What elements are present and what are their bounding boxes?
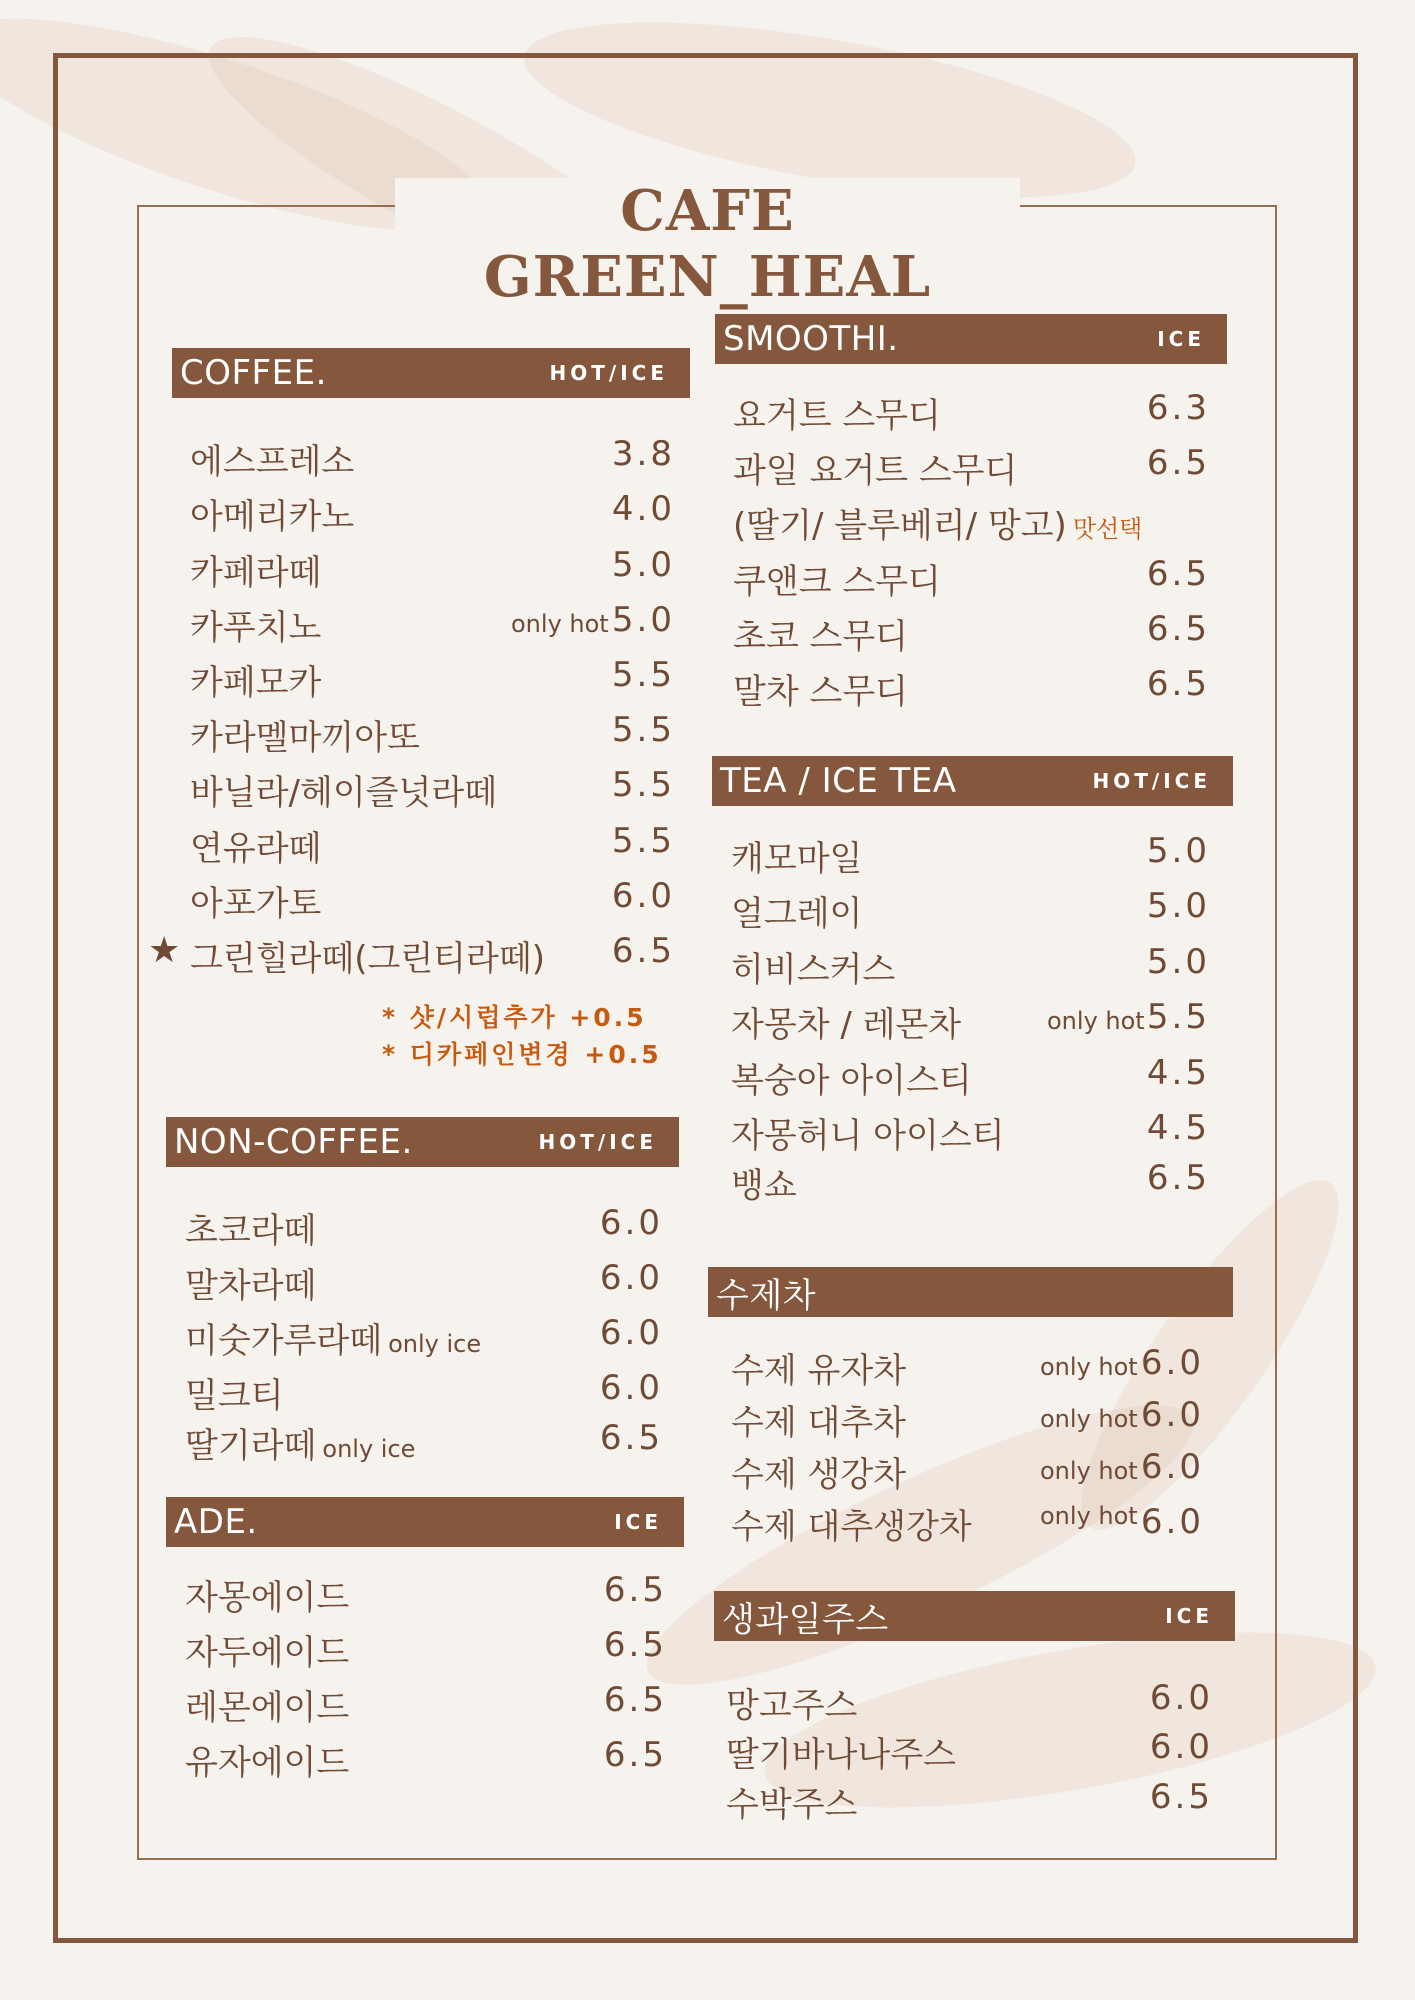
- menu-item: 레몬에이드: [185, 1688, 350, 1728]
- menu-item: 망고주스: [726, 1686, 858, 1726]
- menu-item: 수제 대추생강차: [731, 1507, 972, 1547]
- menu-price: 5.5: [1146, 997, 1210, 1037]
- tea-header: [712, 756, 1233, 806]
- menu-note: only ice: [322, 1435, 416, 1463]
- menu-item: 카페라떼: [190, 553, 322, 593]
- menu-item: 카페모카: [190, 663, 322, 703]
- menu-item-name: 미숫가루라떼: [185, 1321, 383, 1361]
- menu-price: 6.0: [1140, 1395, 1204, 1435]
- menu-item: 수박주스: [726, 1785, 858, 1825]
- menu-item: 말차 스무디: [733, 672, 909, 712]
- menu-price: 5.5: [611, 655, 675, 695]
- menu-item: 유자에이드: [185, 1743, 350, 1783]
- menu-item: 에스프레소: [190, 442, 355, 482]
- menu-item: 바닐라/헤이즐넛라떼: [190, 773, 498, 813]
- star-icon: ★: [148, 930, 181, 971]
- menu-item: [185, 1418, 415, 1467]
- menu-price: 6.5: [1146, 609, 1210, 649]
- smoothie-title: SMOOTHI.: [723, 319, 899, 359]
- coffee-section: [172, 348, 690, 398]
- handmade-header: [708, 1267, 1233, 1317]
- menu-note: only hot: [1040, 1502, 1138, 1530]
- coffee-header: [172, 348, 690, 398]
- menu-price: 6.0: [599, 1313, 663, 1353]
- menu-price: 4.0: [611, 489, 675, 529]
- menu-note: only hot: [1040, 1405, 1138, 1433]
- noncoffee-header: [166, 1117, 679, 1167]
- menu-item: 자두에이드: [185, 1633, 350, 1673]
- juice-header: [714, 1591, 1235, 1641]
- menu-price: 6.0: [599, 1258, 663, 1298]
- smoothie-section: [715, 314, 1227, 364]
- menu-price: 5.0: [611, 545, 675, 585]
- menu-item: 아포가토: [190, 884, 322, 924]
- menu-note: only hot: [1040, 1457, 1138, 1485]
- menu-item: [185, 1313, 481, 1362]
- menu-item: 밀크티: [185, 1376, 284, 1416]
- menu-price: 5.0: [1146, 942, 1210, 982]
- tea-section: [712, 756, 1233, 806]
- menu-price: 6.0: [599, 1368, 663, 1408]
- menu-item: 요거트 스무디: [733, 396, 941, 436]
- noncoffee-title: NON-COFFEE.: [174, 1122, 413, 1162]
- menu-item-name: 딸기라떼: [185, 1426, 317, 1466]
- menu-note: only hot: [511, 610, 609, 638]
- menu-item: 초코 스무디: [733, 617, 909, 657]
- menu-price: 5.0: [1146, 831, 1210, 871]
- menu-price: 3.8: [611, 434, 675, 474]
- menu-item: 딸기바나나주스: [726, 1735, 956, 1775]
- menu-price: 6.5: [603, 1625, 667, 1665]
- ade-header: [166, 1497, 684, 1547]
- tea-title: TEA / ICE TEA: [720, 761, 957, 801]
- menu-item: 수제 유자차: [731, 1351, 907, 1391]
- menu-price: 6.3: [1146, 388, 1210, 428]
- ade-tag: ICE: [614, 1510, 662, 1534]
- smoothie-header: [715, 314, 1227, 364]
- menu-item: 과일 요거트 스무디: [733, 451, 1018, 491]
- menu-price: 6.0: [599, 1203, 663, 1243]
- menu-price: 6.5: [603, 1570, 667, 1610]
- menu-price: 5.5: [611, 765, 675, 805]
- flavor-select-note: 맛선택: [1072, 515, 1143, 543]
- menu-price: 6.0: [1140, 1447, 1204, 1487]
- menu-price: 6.5: [1146, 1158, 1210, 1198]
- noncoffee-section: [166, 1117, 679, 1167]
- juice-title: 생과일주스: [722, 1599, 889, 1640]
- menu-item: 자몽에이드: [185, 1578, 350, 1618]
- juice-tag: ICE: [1165, 1604, 1213, 1628]
- menu-item: 초코라떼: [185, 1211, 317, 1251]
- menu-price: 4.5: [1146, 1108, 1210, 1148]
- menu-note: only ice: [388, 1330, 482, 1358]
- menu-item: 복숭아 아이스티: [731, 1061, 972, 1101]
- menu-price: 6.5: [1146, 443, 1210, 483]
- menu-item: 얼그레이: [731, 894, 863, 934]
- menu-item: 자몽허니 아이스티: [731, 1116, 1005, 1156]
- menu-price: 6.0: [1140, 1502, 1204, 1542]
- menu-price: 6.0: [611, 876, 675, 916]
- menu-item: 카푸치노: [190, 608, 322, 648]
- menu-note: only hot: [1040, 1353, 1138, 1381]
- menu-price: 6.0: [1140, 1343, 1204, 1383]
- coffee-extra-decaf: * 디카페인변경 +0.5: [382, 1040, 662, 1069]
- menu-price: 5.5: [611, 710, 675, 750]
- menu-price: 6.5: [603, 1735, 667, 1775]
- coffee-extra-shot: * 샷/시럽추가 +0.5: [382, 1003, 647, 1032]
- menu-item: 아메리카노: [190, 497, 355, 537]
- tea-tag: HOT/ICE: [1092, 769, 1211, 793]
- menu-price: 6.0: [1149, 1678, 1213, 1718]
- menu-price: 6.5: [611, 931, 675, 971]
- menu-item: 수제 대추차: [731, 1403, 907, 1443]
- flavor-options: (딸기/ 블루베리/ 망고): [733, 506, 1067, 546]
- menu-item: 쿠앤크 스무디: [733, 562, 941, 602]
- coffee-title: COFFEE.: [180, 353, 327, 393]
- menu-item: 카라멜마끼아또: [190, 718, 420, 758]
- menu-item: 자몽차 / 레몬차: [731, 1005, 962, 1045]
- juice-section: [714, 1591, 1235, 1641]
- menu-item-flavors: [733, 498, 1142, 547]
- menu-price: 6.5: [1146, 664, 1210, 704]
- menu-item: 연유라떼: [190, 829, 322, 869]
- ade-section: [166, 1497, 684, 1547]
- noncoffee-tag: HOT/ICE: [538, 1130, 657, 1154]
- menu-item: 뱅쇼: [731, 1166, 797, 1206]
- coffee-tag: HOT/ICE: [549, 361, 668, 385]
- menu-price: 6.0: [1149, 1727, 1213, 1767]
- menu-price: 4.5: [1146, 1053, 1210, 1093]
- menu-item: 히비스커스: [731, 950, 896, 990]
- ade-title: ADE.: [174, 1502, 258, 1542]
- menu-price: 5.0: [1146, 886, 1210, 926]
- menu-item: 수제 생강차: [731, 1455, 907, 1495]
- cafe-title: CAFE GREEN_HEAL: [395, 178, 1020, 310]
- menu-item: 말차라떼: [185, 1266, 317, 1306]
- handmade-title: 수제차: [716, 1275, 817, 1316]
- menu-price: 6.5: [1149, 1777, 1213, 1817]
- menu-price: 6.5: [603, 1680, 667, 1720]
- smoothie-tag: ICE: [1157, 327, 1205, 351]
- menu-price: 5.0: [611, 600, 675, 640]
- menu-price: 6.5: [1146, 554, 1210, 594]
- menu-item: 캐모마일: [731, 839, 863, 879]
- handmade-section: [708, 1267, 1233, 1317]
- menu-price: 6.5: [599, 1418, 663, 1458]
- menu-price: 5.5: [611, 821, 675, 861]
- menu-note: only hot: [1047, 1007, 1145, 1035]
- menu-item-signature: 그린힐라떼(그린티라떼): [190, 939, 545, 979]
